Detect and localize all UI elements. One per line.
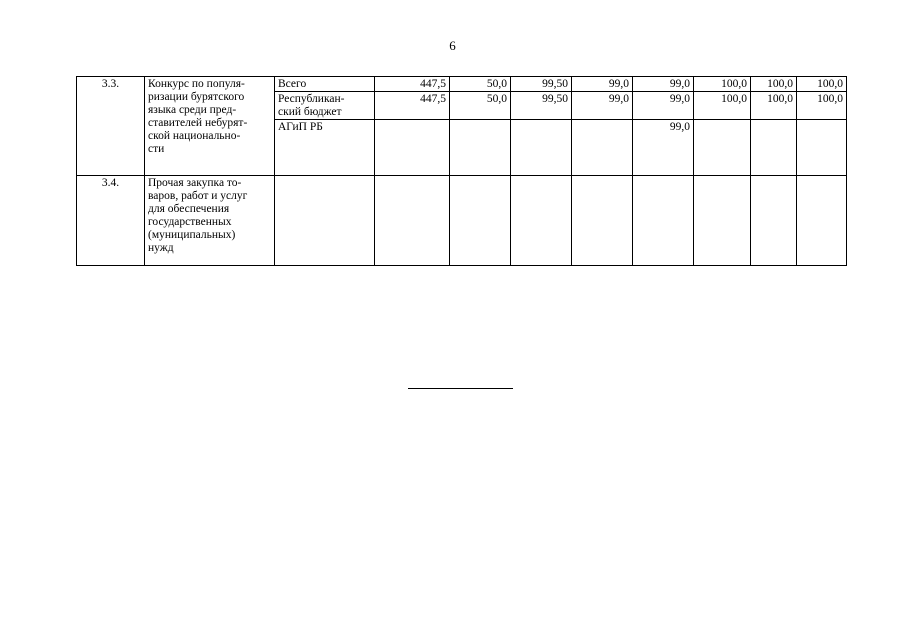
value-cell: 100,0 [751,77,797,92]
footnote-separator-line [408,388,513,389]
value-cell: 50,0 [450,77,511,92]
value-cell [572,176,633,266]
row-number: 3.4. [77,176,145,266]
value-cell [450,120,511,176]
row-title: Прочая закупка то- варов, работ и услуг для обеспечения государственных (муниципальных) нужд [145,176,275,266]
table-row [77,77,847,92]
budget-table [76,76,847,266]
value-cell [375,176,450,266]
value-cell [511,120,572,176]
value-cell [375,120,450,176]
funding-source: Всего [275,77,375,92]
value-cell: 100,0 [694,92,751,120]
value-cell: 99,0 [633,77,694,92]
value-cell: 99,50 [511,92,572,120]
value-cell: 100,0 [797,77,847,92]
value-cell [694,120,751,176]
table-row [77,176,847,266]
value-cell: 50,0 [450,92,511,120]
page-number: 6 [449,38,456,53]
value-cell [511,176,572,266]
value-cell [797,120,847,176]
row-title: Конкурс по популя- ризации бурятского языка среди пред- ставителей небурят- ской национально- сти [145,77,275,176]
value-cell [572,120,633,176]
value-cell: 99,0 [633,92,694,120]
value-cell: 99,0 [572,92,633,120]
value-cell: 447,5 [375,92,450,120]
value-cell: 100,0 [694,77,751,92]
value-cell: 447,5 [375,77,450,92]
funding-source [275,176,375,266]
value-cell: 100,0 [797,92,847,120]
funding-source: Республикан- ский бюджет [275,92,375,120]
value-cell [797,176,847,266]
value-cell: 99,0 [572,77,633,92]
value-cell: 99,50 [511,77,572,92]
value-cell: 99,0 [633,120,694,176]
value-cell [450,176,511,266]
value-cell [751,176,797,266]
funding-source: АГиП РБ [275,120,375,176]
value-cell [694,176,751,266]
value-cell [633,176,694,266]
value-cell [751,120,797,176]
value-cell: 100,0 [751,92,797,120]
row-number: 3.3. [77,77,145,176]
